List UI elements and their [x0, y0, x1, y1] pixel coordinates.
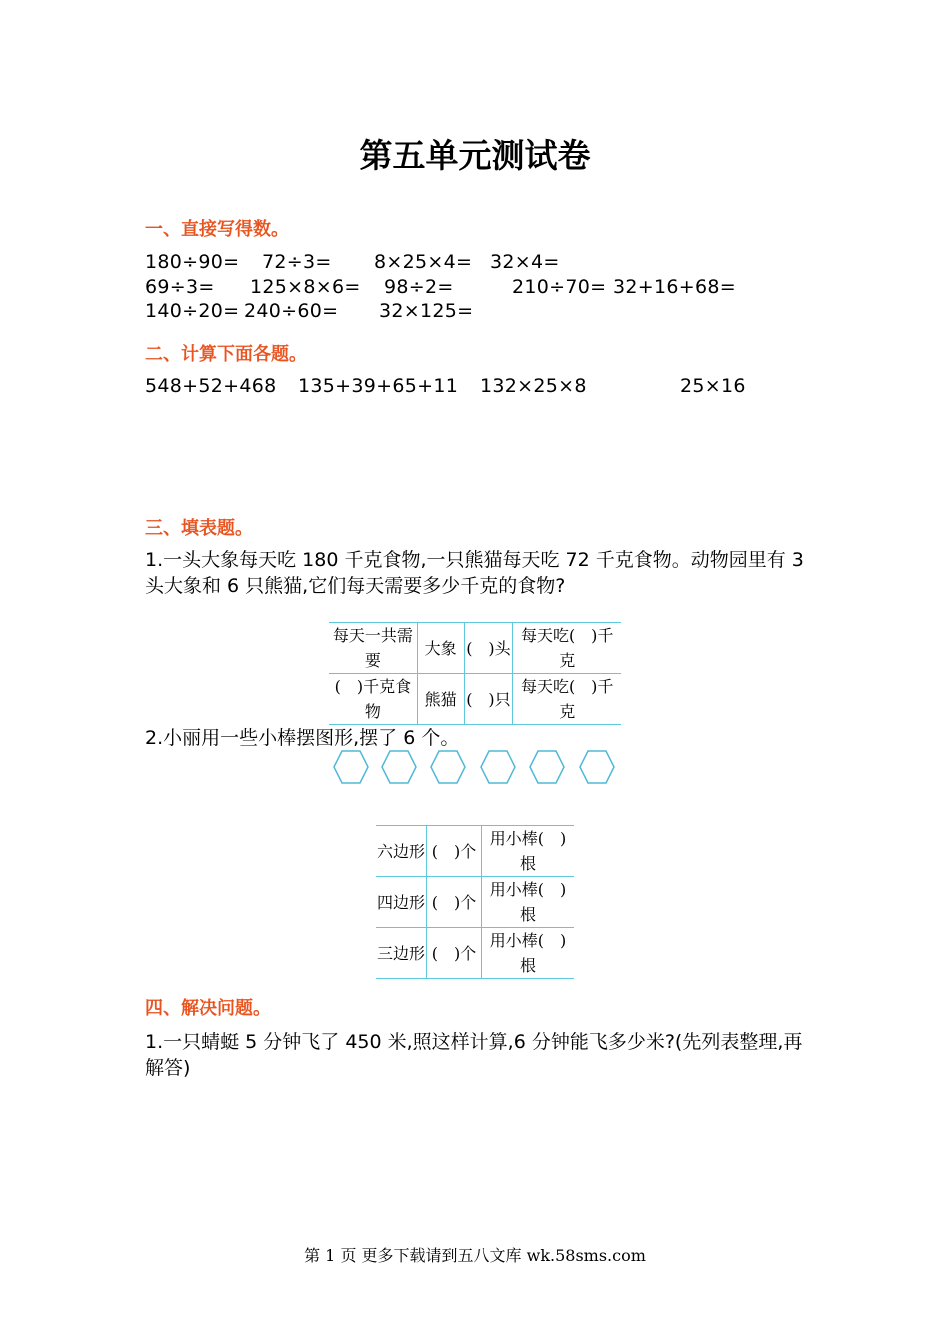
table-cell: 每天吃( )千克 [513, 623, 621, 674]
table-cell: 每天吃( )千克 [513, 674, 621, 725]
calc-item: 8×25×4= [374, 251, 473, 273]
question-text: 1.一只蜻蜓 5 分钟飞了 450 米,照这样计算,6 分钟能飞多少米?(先列表整理,再解答) [145, 1031, 803, 1079]
table-cell: ( )千克食物 [329, 674, 417, 725]
page-title: 第五单元测试卷 [359, 136, 591, 175]
table-cell: 用小棒( )根 [482, 928, 575, 979]
table-cell: 六边形 [376, 826, 427, 877]
table-cell: ( )个 [427, 826, 482, 877]
hexagon-icon [382, 751, 416, 783]
calc-item: 140÷20= [145, 300, 240, 322]
hexagon-row [330, 748, 620, 788]
section-heading-1: 一、直接写得数。 [145, 219, 289, 240]
calc-item: 240÷60= [244, 300, 339, 322]
table-cell: ( )个 [427, 928, 482, 979]
fill-table-sticks [376, 825, 574, 979]
calc-item: 132×25×8 [480, 375, 587, 397]
table-cell: 用小棒( )根 [482, 877, 575, 928]
page-footer: 第 1 页 更多下载请到五八文库 wk.58sms.com [304, 1246, 646, 1265]
hexagon-icon [481, 751, 515, 783]
table-cell: 熊猫 [417, 674, 464, 725]
hexagon-icon [580, 751, 614, 783]
question-text: 1.一头大象每天吃 180 千克食物,一只熊猫每天吃 72 千克食物。动物园里有 3 头大象和 6 只熊猫,它们每天需要多少千克的食物? [145, 549, 804, 597]
calc-item: 32×4= [490, 251, 560, 273]
calc-item: 25×16 [680, 375, 746, 397]
calc-item: 135+39+65+11 [298, 375, 459, 397]
calc-item: 32×125= [379, 300, 474, 322]
table-cell: ( )个 [427, 877, 482, 928]
calc-item: 125×8×6= [250, 276, 361, 298]
calc-item: 32+16+68= [613, 276, 736, 298]
hexagon-icon [431, 751, 465, 783]
section-heading-3: 三、填表题。 [145, 518, 253, 539]
calc-item: 98÷2= [384, 276, 454, 298]
section-heading-4: 四、解决问题。 [145, 998, 271, 1019]
calc-item: 548+52+468 [145, 375, 277, 397]
section-heading-2: 二、计算下面各题。 [145, 344, 307, 365]
table-cell: 用小棒( )根 [482, 826, 575, 877]
fill-table-food [329, 622, 621, 725]
hexagon-icon [530, 751, 564, 783]
calc-item: 210÷70= [512, 276, 607, 298]
table-cell: ( )只 [464, 674, 513, 725]
table-cell: 四边形 [376, 877, 427, 928]
table-cell: 大象 [417, 623, 464, 674]
table-cell: ( )头 [464, 623, 513, 674]
calc-item: 69÷3= [145, 276, 215, 298]
calc-item: 180÷90= [145, 251, 240, 273]
hexagon-icon [334, 751, 368, 783]
calc-item: 72÷3= [262, 251, 332, 273]
table-cell: 三边形 [376, 928, 427, 979]
table-cell: 每天一共需要 [329, 623, 417, 674]
question-text: 2.小丽用一些小棒摆图形,摆了 6 个。 [145, 727, 460, 749]
